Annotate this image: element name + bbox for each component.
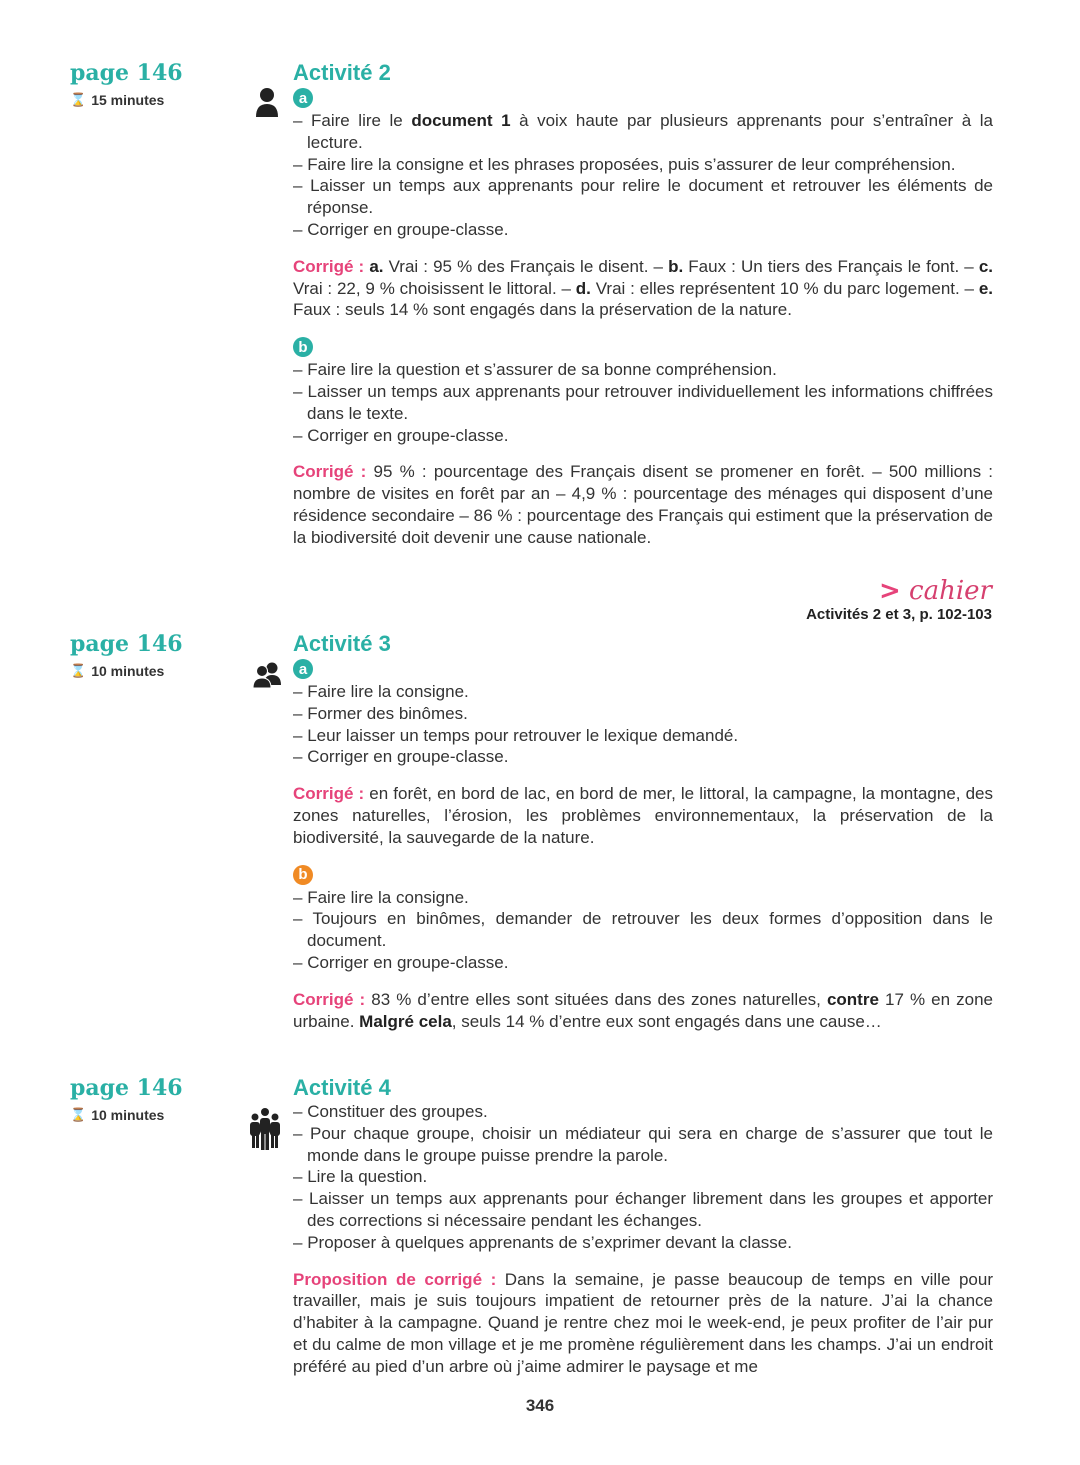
text-segment: Faux : Un tiers des Français le font. – — [683, 256, 979, 276]
activity-title: Activité 2 — [293, 60, 391, 85]
answer-key-label: Proposition de corrigé : — [293, 1269, 497, 1289]
group-icon — [248, 1107, 282, 1151]
list-item — [293, 425, 993, 447]
list-item — [293, 219, 993, 241]
activity-meta — [70, 631, 230, 679]
activity-title: Activité 3 — [293, 631, 391, 656]
pair-icon — [252, 659, 282, 691]
hourglass-icon: ⌛ — [70, 92, 87, 107]
cahier-reference — [806, 576, 992, 623]
page-reference: page 146 — [70, 60, 183, 86]
text-segment: , seuls 14 % d’entre eux sont engagés dans une cause… — [451, 1011, 882, 1031]
cahier-label: cahier — [909, 576, 992, 606]
text-segment: Faire lire la question et s’assurer de sa bonne compréhension. — [307, 360, 777, 380]
text-segment: Faire lire la consigne. — [307, 887, 469, 907]
hourglass-icon: ⌛ — [70, 1107, 87, 1122]
page-reference: page 146 — [70, 1075, 183, 1101]
list-item — [293, 725, 993, 747]
activity-meta — [70, 60, 230, 108]
list-item — [293, 746, 993, 768]
bold-text: a. — [369, 256, 384, 276]
cahier-pages: Activités 2 et 3, p. 102-103 — [806, 606, 992, 623]
text-segment: Faire lire le — [311, 111, 412, 130]
text-segment: Corriger en groupe-classe. — [307, 952, 509, 972]
list-item — [293, 1232, 993, 1254]
answer-key — [293, 1269, 993, 1378]
list-item — [293, 359, 993, 381]
bold-text: d. — [575, 278, 591, 298]
activity-content — [293, 631, 993, 1032]
answer-key-label: Corrigé : — [293, 462, 367, 482]
text-segment: Dans la semaine, je passe beaucoup de temps en ville pour travailler, mais je suis toujours impatient de retourner près de la nature. J’ai la chance d’habiter à la campagne. Quand je rentre chez moi le week-end, je peux profiter de l’air pur et du calme de mon village et je me promène régulièrement dans les champs. J’ai un endroit préféré au pied d’un arbre où j’aime admirer le paysage et me — [293, 1269, 993, 1376]
duration — [70, 92, 230, 108]
part-badge-b: b — [293, 865, 313, 885]
text-segment: Vrai : elles représentent 10 % du parc logement. – — [590, 278, 979, 298]
list-item — [293, 887, 993, 909]
text-segment: Faux : seuls 14 % sont engagés dans la préservation de la nature. — [293, 300, 792, 320]
list-item — [293, 703, 993, 725]
chevron-right-icon: > — [878, 576, 901, 606]
instruction-list — [293, 887, 993, 974]
answer-key-label: Corrigé : — [293, 784, 365, 804]
text-segment: 83 % d’entre elles sont situées dans des zones naturelles, — [365, 989, 827, 1009]
instruction-list — [293, 681, 993, 768]
answer-key — [293, 256, 993, 321]
part-badge-a: a — [293, 88, 313, 108]
text-segment: à voix haute par plusieurs apprenants pour s’entraîner à la lecture. — [307, 111, 993, 152]
bold-text: Malgré cela — [359, 1011, 452, 1031]
page-number: 346 — [525, 1396, 555, 1415]
duration-text: 10 minutes — [91, 1107, 165, 1123]
bold-text: e. — [978, 278, 994, 298]
list-item — [293, 110, 993, 154]
part-badge-a: a — [293, 659, 313, 679]
text-segment: Laisser un temps aux apprenants pour échanger librement dans les groupes et apporter des corrections si nécessaire pendant les échanges. — [307, 1189, 993, 1230]
answer-key-label: Corrigé : — [293, 256, 365, 276]
answer-key — [293, 461, 993, 548]
activity-content — [293, 60, 993, 549]
text-segment: Toujours en binômes, demander de retrouver les deux formes d’opposition dans le document. — [307, 909, 993, 951]
text-segment: Former des binômes. — [307, 703, 468, 723]
single-person-icon — [252, 86, 282, 118]
text-segment: en forêt, en bord de lac, en bord de mer, le littoral, la campagne, la montagne, des zones naturelles, l’érosion, les problèmes environnementaux, la préservation de la biodiversité, la sauvegarde de la nature. — [293, 784, 993, 847]
text-segment: Vrai : 95 % des Français le disent. – — [383, 256, 669, 276]
list-item — [293, 1188, 993, 1232]
duration — [70, 1107, 230, 1123]
text-segment: 95 % : pourcentage des Français disent se promener en forêt. – 500 millions : nombre de visites en forêt par an – 4,9 % : pourcentage des ménages qui disposent d’une résidence secondaire – 86 % : pourcentage des Français qui estiment que la préservation de la biodiversité doit devenir une cause nationale. — [293, 462, 993, 547]
activity-content — [293, 1075, 993, 1378]
text-segment: Corriger en groupe-classe. — [307, 425, 509, 445]
bold-text: document 1 — [411, 111, 511, 130]
text-segment: Proposer à quelques apprenants de s’exprimer devant la classe. — [307, 1232, 792, 1252]
list-item — [293, 1123, 993, 1167]
page-reference: page 146 — [70, 631, 183, 657]
list-item — [293, 908, 993, 952]
duration — [70, 663, 230, 679]
bold-text: b. — [668, 256, 684, 276]
instruction-list — [293, 359, 993, 446]
list-item — [293, 1101, 993, 1123]
text-segment: Faire lire la consigne et les phrases proposées, puis s’assurer de leur compréhension. — [307, 154, 956, 174]
list-item — [293, 381, 993, 425]
part-badge-b: b — [293, 337, 313, 357]
bold-text: contre — [826, 989, 879, 1009]
text-segment: Leur laisser un temps pour retrouver le lexique demandé. — [307, 725, 739, 745]
list-item — [293, 681, 993, 703]
list-item — [293, 175, 993, 219]
text-segment: Constituer des groupes. — [307, 1102, 488, 1121]
text-segment: Vrai : 22, 9 % choisissent le littoral. – — [293, 278, 576, 298]
instruction-list — [293, 110, 993, 241]
list-item — [293, 1166, 993, 1188]
answer-key-label: Corrigé : — [293, 989, 366, 1009]
activity-title: Activité 4 — [293, 1075, 391, 1100]
bold-text: c. — [978, 256, 993, 276]
text-segment: Pour chaque groupe, choisir un médiateur qui sera en charge de s’assurer que tout le monde dans le groupe puisse prendre la parole. — [307, 1123, 993, 1165]
text-segment: 17 % en zone urbaine. — [293, 989, 993, 1031]
duration-text: 15 minutes — [91, 92, 165, 108]
answer-key — [293, 783, 993, 848]
instruction-list — [293, 1101, 993, 1254]
duration-text: 10 minutes — [91, 663, 165, 679]
text-segment: Lire la question. — [307, 1167, 428, 1187]
hourglass-icon: ⌛ — [70, 663, 87, 678]
list-item — [293, 154, 993, 176]
text-segment: Laisser un temps aux apprenants pour relire le document et retrouver les éléments de réponse. — [307, 176, 994, 218]
text-segment: Corriger en groupe-classe. — [307, 747, 509, 767]
answer-key — [293, 989, 993, 1033]
list-item — [293, 952, 993, 974]
activity-meta — [70, 1075, 230, 1123]
text-segment: Corriger en groupe-classe. — [307, 219, 509, 239]
text-segment: Faire lire la consigne. — [307, 682, 469, 701]
text-segment: Laisser un temps aux apprenants pour retrouver individuellement les informations chiffrées dans le texte. — [307, 381, 993, 423]
